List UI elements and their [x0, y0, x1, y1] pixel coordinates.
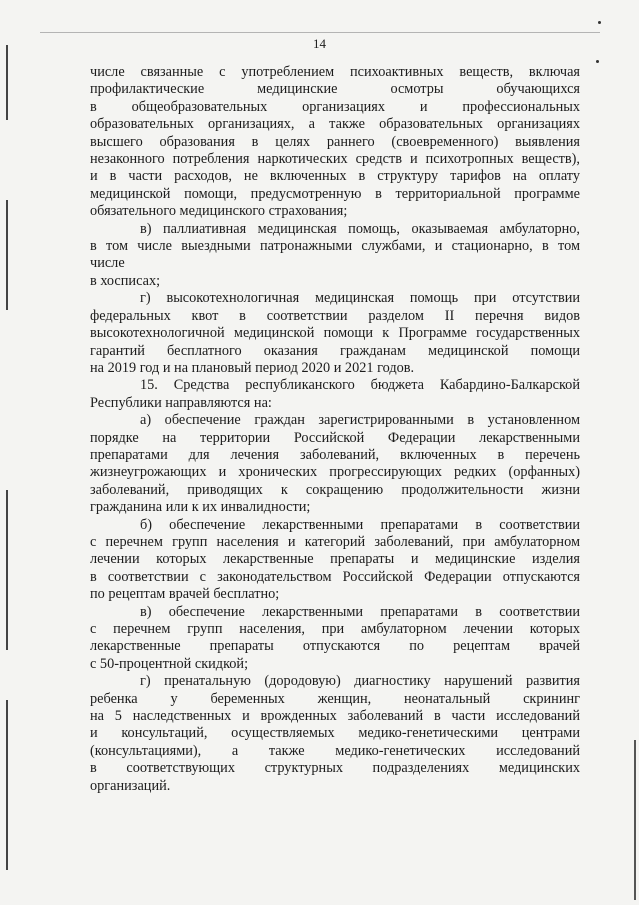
text-line: лекарственные препараты отпускаются по рецептам врачей	[90, 638, 580, 655]
scan-speck	[596, 60, 599, 63]
text-line: препаратами для лечения заболеваний, включенных в перечень	[90, 446, 580, 463]
text-line: профилактические медицинские осмотры обучающихся	[90, 81, 580, 98]
text-line: в хосписах;	[90, 272, 161, 289]
text-line: гарантий бесплатного оказания гражданам медицинской помощи	[90, 342, 580, 359]
text-line: высокотехнологичной медицинской помощи к Программе государственных	[90, 325, 580, 342]
text-line: числе связанные с употреблением психоактивных веществ, включая	[90, 64, 580, 80]
scan-speck	[598, 21, 601, 24]
text-line: Республики направляются на:	[90, 394, 272, 411]
text-line: медицинской помощи, предусмотренную в территориальной программе	[90, 185, 580, 202]
text-line: в соответствующих структурных подразделениях медицинских	[90, 760, 580, 777]
text-line: 15. Средства республиканского бюджета Кабардино-Балкарской	[140, 377, 580, 394]
text-line: незаконного потребления наркотических средств и психотропных веществ),	[90, 151, 580, 168]
page-number: 14	[313, 36, 326, 51]
text-line: числе	[90, 255, 125, 272]
text-line: б) обеспечение лекарственными препаратами в соответствии	[140, 516, 580, 533]
text-line: образовательных организациях, а также образовательных организациях	[90, 116, 580, 133]
text-line: (консультациями), а также медико-генетических исследований	[90, 742, 580, 759]
scan-edge-mark	[6, 700, 8, 870]
text-line: с перечнем групп населения, при амбулаторном лечении которых	[90, 621, 580, 637]
document-body	[90, 64, 580, 795]
text-line: и консультаций, осуществляемых медико-генетическими центрами	[90, 725, 580, 742]
text-line: г) пренатальную (дородовую) диагностику нарушений развития	[140, 673, 580, 690]
text-line: в общеобразовательных организациях и профессиональных	[90, 98, 580, 115]
text-line: заболеваний, приводящих к сокращению продолжительности жизни	[90, 481, 580, 498]
text-line: жизнеугрожающих и хронических прогрессирующих редких (орфанных)	[90, 464, 580, 481]
text-line: г) высокотехнологичная медицинская помощь при отсутствии	[140, 290, 580, 307]
scan-edge-mark	[634, 740, 636, 900]
header-rule	[40, 32, 600, 33]
text-line: в) обеспечение лекарственными препаратами в соответствии	[140, 603, 580, 620]
scan-edge-mark	[6, 45, 8, 120]
text-line: и в части расходов, не включенных в структуру тарифов на оплату	[90, 168, 580, 185]
text-line: с перечнем групп населения и категорий заболеваний, при амбулаторном	[90, 533, 580, 550]
text-line: по рецептам врачей бесплатно;	[90, 586, 280, 603]
text-line: федеральных квот в соответствии разделом II перечня видов	[90, 307, 580, 324]
text-line: ребенка у беременных женщин, неонатальный скрининг	[90, 690, 580, 707]
text-line: в том числе выездными патронажными службами, и стационарно, в том	[90, 238, 580, 255]
text-line: организаций.	[90, 777, 171, 794]
text-line: а) обеспечение граждан зарегистрированными в установленном	[140, 412, 580, 429]
text-line: на 2019 год и на плановый период 2020 и 2021 годов.	[90, 359, 415, 376]
text-line: на 5 наследственных и врожденных заболеваний в части исследований	[90, 708, 580, 725]
text-line: с 50-процентной скидкой;	[90, 655, 249, 672]
scan-edge-mark	[6, 490, 8, 650]
text-line: гражданина или к их инвалидности;	[90, 499, 311, 516]
text-line: высшего образования в целях раннего (своевременного) выявления	[90, 133, 580, 150]
scan-edge-mark	[6, 200, 8, 310]
text-line: лечении которых лекарственные препараты и медицинские изделия	[90, 551, 580, 568]
text-line: в соответствии с законодательством Российской Федерации отпускаются	[90, 568, 580, 585]
text-line: обязательного медицинского страхования;	[90, 203, 348, 220]
text-line: порядке на территории Российской Федерации лекарственными	[90, 429, 580, 446]
text-line: в) паллиативная медицинская помощь, оказываемая амбулаторно,	[140, 220, 580, 237]
